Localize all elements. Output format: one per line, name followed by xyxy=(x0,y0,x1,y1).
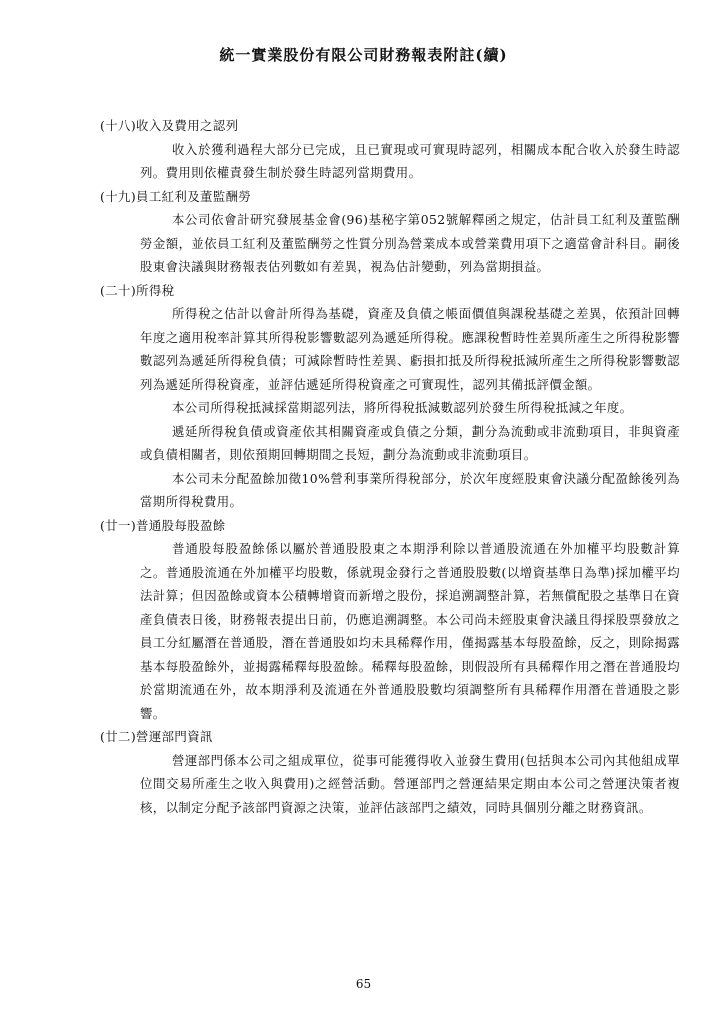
paragraph: 本公司依會計研究發展基金會(96)基秘字第052號解釋函之規定，估計員工紅利及董監酬勞金額，並依員工紅利及董監酬勞之性質分別為營業成本或營業費用項下之適當會計科目。嗣後股東會決議與財務報表估列數如有差異，視為估計變動，列為當期損益。 xyxy=(140,212,680,274)
paragraph: 本公司所得稅抵減採當期認列法，將所得稅抵減數認列於發生所得稅抵減之年度。 xyxy=(172,400,633,415)
section-operating-segments xyxy=(100,725,680,819)
notes-body xyxy=(100,114,680,819)
section-income-tax xyxy=(100,279,680,514)
section-heading: (十九)員工紅利及董監酬勞 xyxy=(100,188,252,204)
paragraph: 所得稅之估計以會計所得為基礎，資產及負債之帳面價值與課稅基礎之差異，依預計回轉年度之適用稅率計算其所得稅影響數認列為遞延所得稅。應課稅暫時性差異所產生之所得稅影響數認列為遞延所得稅負債；可減除暫時性差異、虧損扣抵及所得稅抵減所產生之所得稅影響數認列為遞延所得稅資產，並評估遞延所得稅資產之可實現性，認列其備抵評價金額。 xyxy=(140,306,680,392)
section-heading: (二十)所得稅 xyxy=(100,282,175,298)
paragraph: 本公司未分配盈餘加徵10%營利事業所得稅部分，於次年度經股東會決議分配盈餘後列為當期所得稅費用。 xyxy=(140,470,680,509)
section-earnings-per-share xyxy=(100,514,680,726)
paragraph: 遞延所得稅負債或資產依其相關資產或負債之分類，劃分為流動或非流動項目，非與資產或負債相關者，則依預期回轉期間之長短，劃分為流動或非流動項目。 xyxy=(140,423,680,462)
section-heading: (十八)收入及費用之認列 xyxy=(100,118,239,133)
section-heading: (廿二)營運部門資訊 xyxy=(100,729,213,744)
page-title: 統一實業股份有限公司財務報表附註(續) xyxy=(219,46,508,64)
paragraph: 營運部門係本公司之組成單位，從事可能獲得收入並發生費用(包括與本公司內其他組成單位間交易所產生之收入與費用)之經營活動。營運部門之營運結果定期由本公司之營運決策者複核，以制定分配予該部門資源之決策，並評估該部門之績效，同時具個別分離之財務資訊。 xyxy=(140,752,680,815)
section-employee-bonus xyxy=(100,185,680,279)
paragraph: 普通股每股盈餘係以屬於普通股股東之本期淨利除以普通股流通在外加權平均股數計算之。普通股流通在外加權平均股數，係就現金發行之普通股股數(以增資基準日為準)採加權平均法計算；但因盈餘或資本公積轉增資而新增之股份，採追溯調整計算，若無償配股之基準日在資產負債表日後，財務報表提出日前，仍應追溯調整。本公司尚未經股東會決議且得採股票發放之員工分紅屬潛在普通股，潛在普通股如均未具稀釋作用，僅揭露基本每股盈餘，反之，則除揭露基本每股盈餘外，並揭露稀釋每股盈餘。稀釋每股盈餘，則假設所有具稀釋作用之潛在普通股均於當期流通在外，故本期淨利及流通在外普通股股數均須調整所有具稀釋作用潛在普通股之影響。 xyxy=(140,541,680,721)
paragraph: 收入於獲利過程大部分已完成，且已實現或可實現時認列，相關成本配合收入於發生時認列。費用則依權責發生制於發生時認列當期費用。 xyxy=(140,141,680,180)
section-revenue-recognition xyxy=(100,114,680,185)
section-heading: (廿一)普通股每股盈餘 xyxy=(100,517,226,533)
page-number: 65 xyxy=(355,977,372,991)
